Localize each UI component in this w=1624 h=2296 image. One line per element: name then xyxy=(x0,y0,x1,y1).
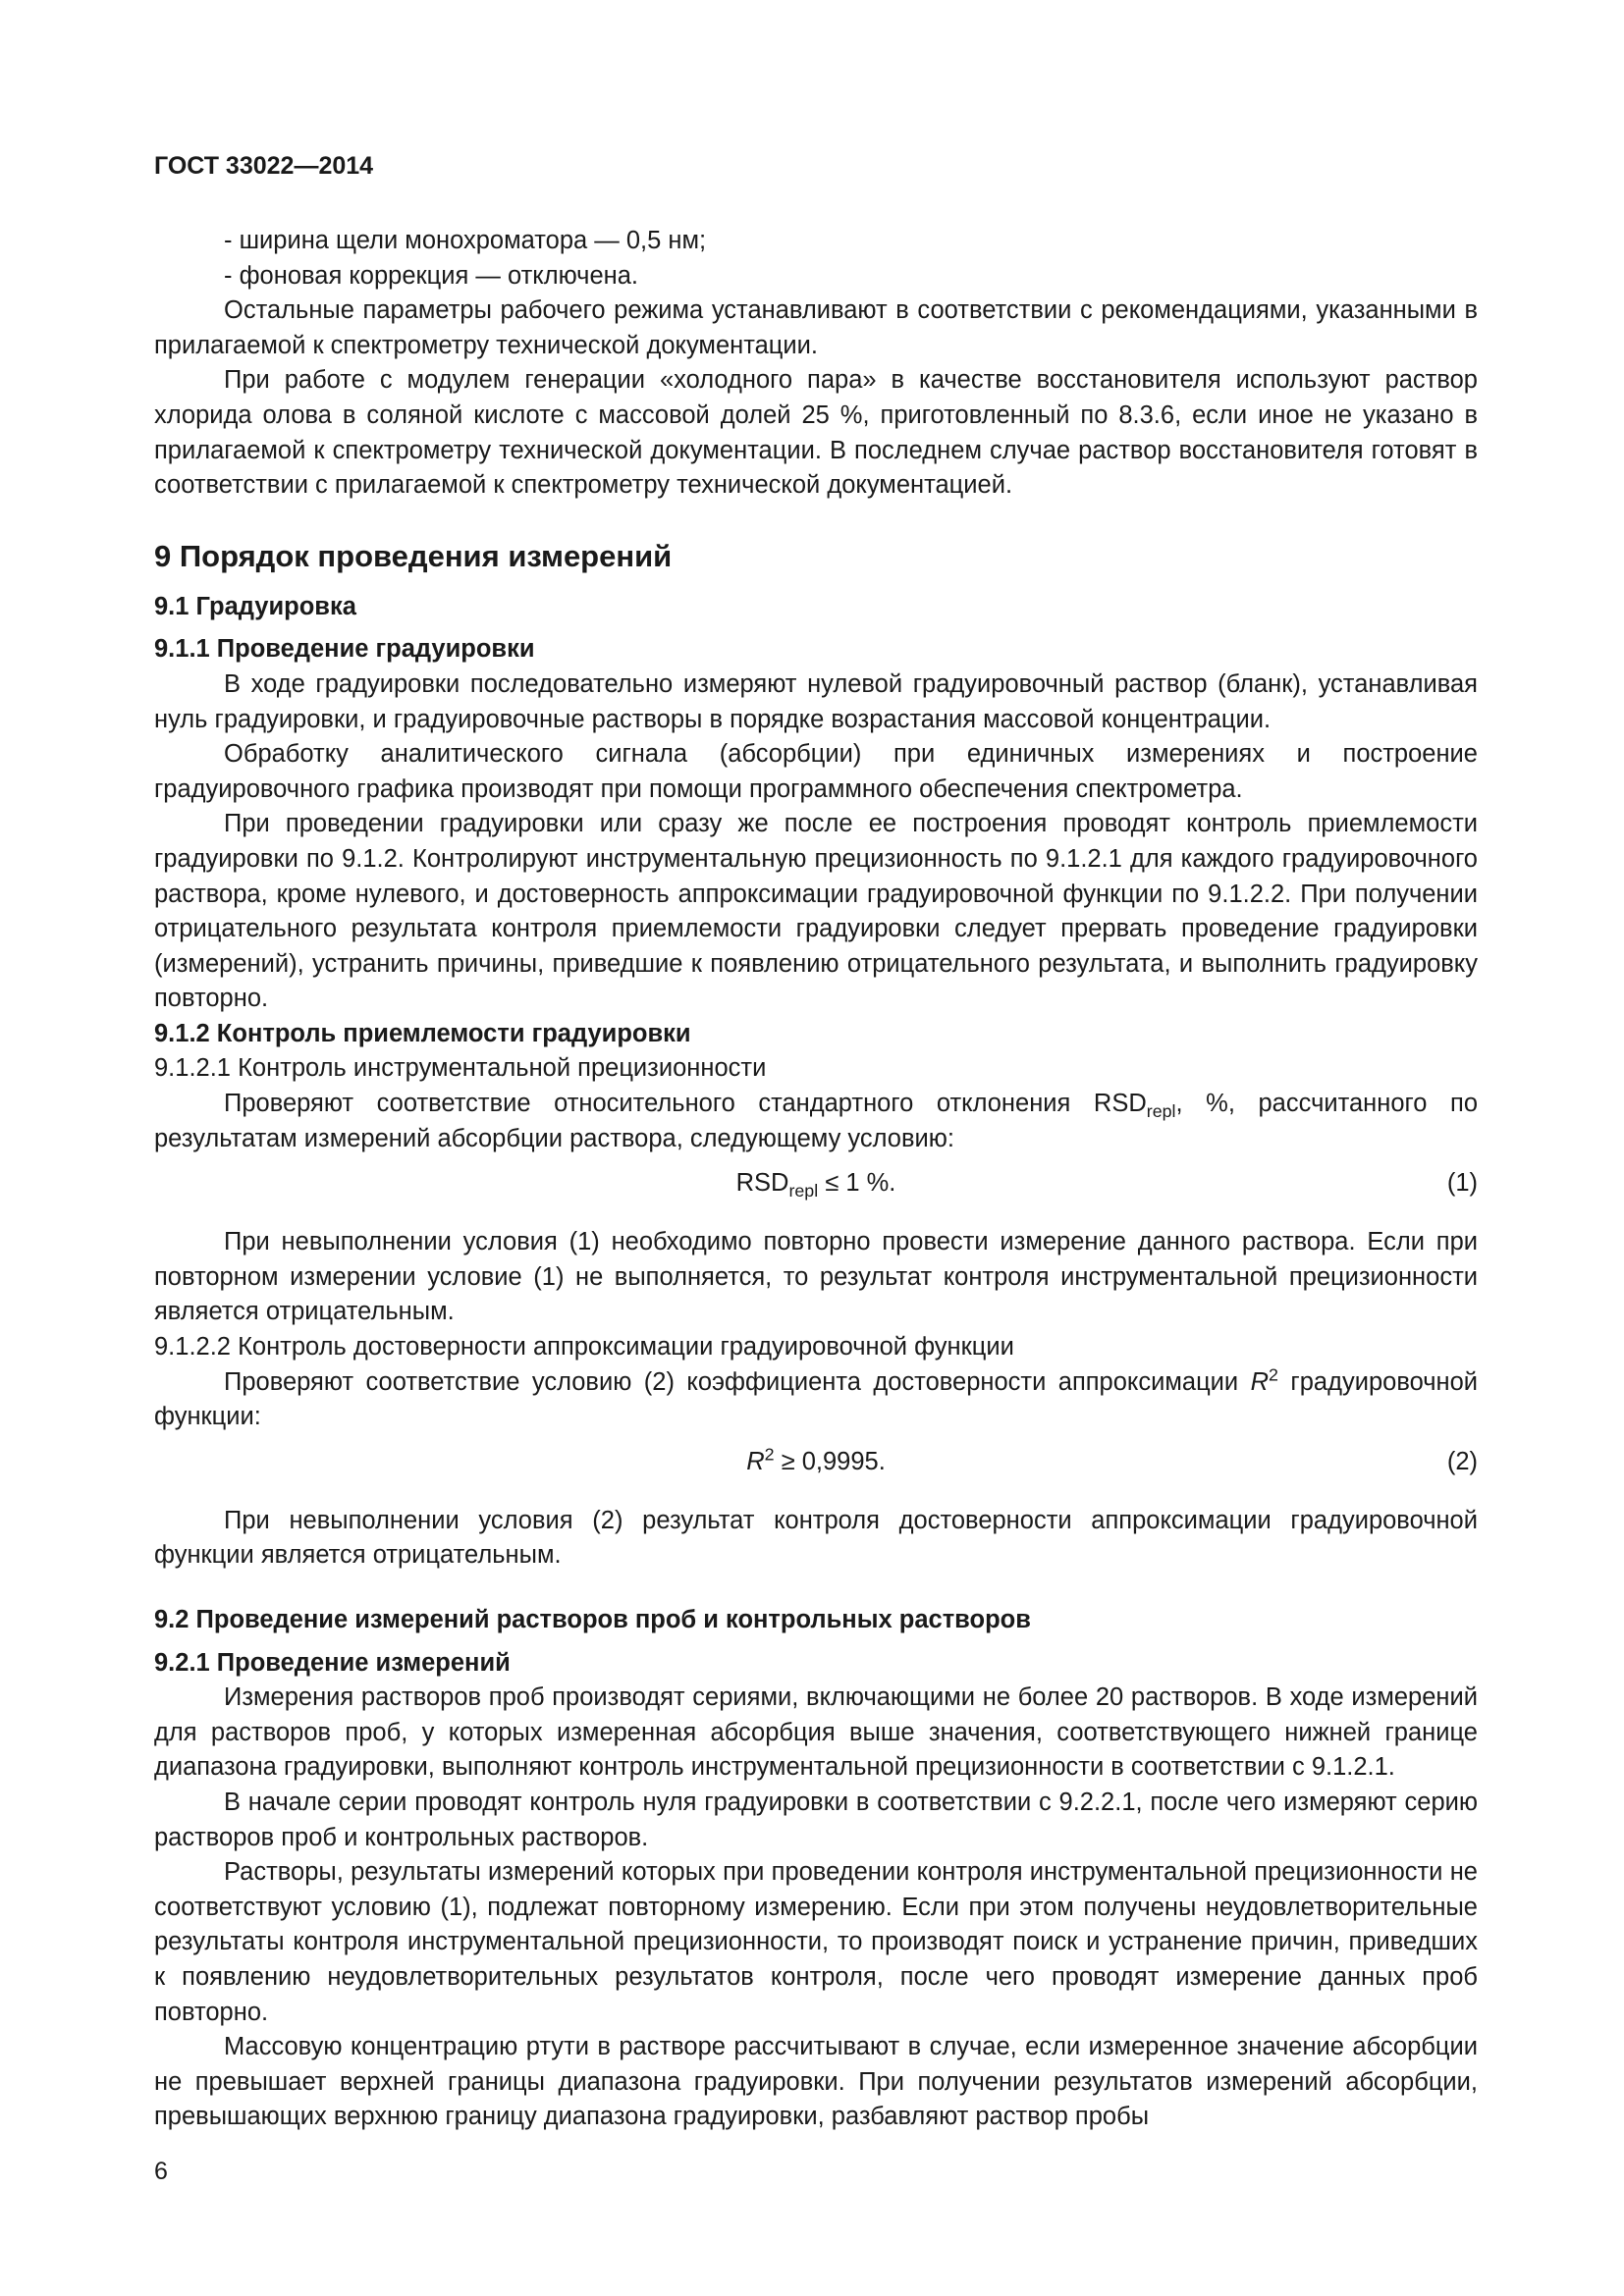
paragraph: Остальные параметры рабочего режима устанавливают в соответствии с рекомендациями, указанными в прилагаемой к спектрометру технической документации. xyxy=(154,296,1478,359)
clause-heading: 9.1.2.2 Контроль достоверности аппроксимации градуировочной функции xyxy=(154,1333,1014,1362)
subsection-heading: 9.1 Градуировка xyxy=(154,592,356,620)
paragraph: При невыполнении условия (2) результат контроля достоверности аппроксимации градуировочной функции является отрицательным. xyxy=(154,1506,1478,1570)
paragraph: При невыполнении условия (1) необходимо повторно провести измерение данного раствора. Если при повторном измерении условие (1) не выполняется, то результат контроля инструментальной прецизионности является отрицательным. xyxy=(154,1228,1478,1326)
formula-expression: $R^2 \ge 0,9995$. xyxy=(746,1444,886,1475)
paragraph: Проверяют соответствие относительного стандартного отклонения $RSD_{repl}$, %, рассчитанного по результатам измерений абсорбции раствора, следующему условию: xyxy=(154,1090,1478,1152)
document-header-id: ГОСТ 33022—2014 xyxy=(154,152,374,180)
paragraph: Растворы, результаты измерений которых при проведении контроля инструментальной прецизионности не соответствуют условию (1), подлежат повторному измерению. Если при этом получены неудовлетворительные результаты контроля инструментальной прецизионности, то производят поиск и устранение причин, приведших к появлению неудовлетворительных результатов контроля, после чего проводят измерение данных проб повторно. xyxy=(154,1858,1478,2026)
list-item: - ширина щели монохроматора — 0,5 нм; xyxy=(224,227,707,254)
formula-number: (1) xyxy=(1446,1169,1478,1198)
clause-heading: 9.1.2.1 Контроль инструментальной прецизионности xyxy=(154,1054,767,1083)
paragraph: В ходе градуировки последовательно измеряют нулевой градуировочный раствор (бланк), устанавливая нуль градуировки, и градуировочные растворы в порядке возрастания массовой концентрации. xyxy=(154,669,1478,733)
subsection-heading: 9.2 Проведение измерений растворов проб и контрольных растворов xyxy=(154,1606,1031,1633)
formula-expression: $RSD_{repl} \le 1$ %. xyxy=(735,1169,896,1201)
formula-2 xyxy=(154,1435,1478,1490)
subsection-heading: 9.2.1 Проведение измерений xyxy=(154,1648,511,1677)
paragraph: Измерения растворов проб производят сериями, включающими не более 20 растворов. В ходе измерений для растворов проб, у которых измеренная абсорбция выше значения, соответствующего нижней границе диапазона градуировки, выполняют контроль инструментальной прецизионности в соответствии с 9.1.2.1. xyxy=(154,1683,1478,1782)
subsection-heading: 9.1.1 Проведение градуировки xyxy=(154,635,535,664)
document-body xyxy=(154,224,1478,2135)
section-heading: 9 Порядок проведения измерений xyxy=(154,538,673,573)
paragraph: Проверяют соответствие условию (2) коэффициента достоверности аппроксимации $R^2$ градуировочной функции: xyxy=(154,1364,1479,1431)
formula-number: (2) xyxy=(1446,1447,1478,1475)
list-item: - фоновая коррекция — отключена. xyxy=(224,261,638,290)
paragraph: При проведении градуировки или сразу же после ее построения проводят контроль приемлемости градуировки по 9.1.2. Контролируют инструментальную прецизионность по 9.1.2.1 для каждого градуировочного раствора, кроме нулевого, и достоверность аппроксимации градуировочной функции по 9.1.2.2. При получении отрицательного результата контроля приемлемости градуировки следует прервать проведение градуировки (измерений), устранить причины, приведшие к появлению отрицательного результата, и выполнить градуировку повторно. xyxy=(154,810,1478,1013)
formula-1 xyxy=(154,1156,1478,1211)
page-number: 6 xyxy=(154,2158,168,2185)
paragraph: Обработку аналитического сигнала (абсорбции) при единичных измерениях и построение градуировочного графика производят при помощи программного обеспечения спектрометра. xyxy=(154,740,1478,803)
paragraph: При работе с модулем генерации «холодного пара» в качестве восстановителя используют раствор хлорида олова в соляной кислоте с массовой долей 25 %, приготовленный по 8.3.6, если иное не указано в прилагаемой к спектрометру технической документации. В последнем случае раствор восстановителя готовят в соответствии с прилагаемой к спектрометру технической документацией. xyxy=(154,366,1478,500)
subsection-heading: 9.1.2 Контроль приемлемости градуировки xyxy=(154,1019,691,1047)
paragraph: Массовую концентрацию ртути в растворе рассчитывают в случае, если измеренное значение абсорбции не превышает верхней границы диапазона градуировки. При получении результатов измерений абсорбции, превышающих верхнюю границу диапазона градуировки, разбавляют раствор пробы xyxy=(154,2033,1478,2131)
paragraph: В начале серии проводят контроль нуля градуировки в соответствии с 9.2.2.1, после чего измеряют серию растворов проб и контрольных растворов. xyxy=(154,1788,1478,1851)
